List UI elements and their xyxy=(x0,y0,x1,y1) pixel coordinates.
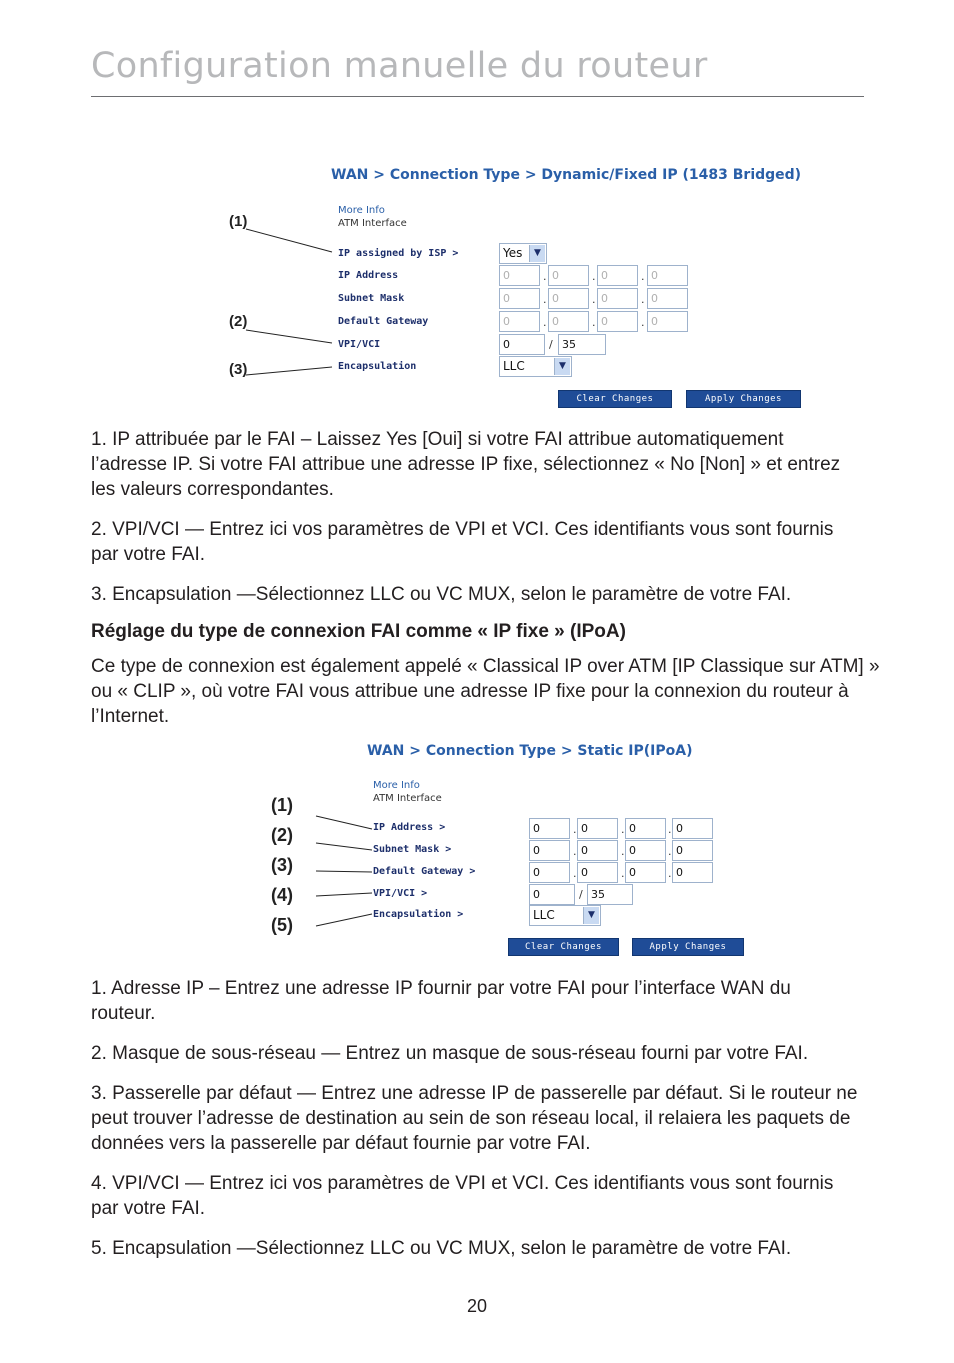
screenshot-heading: WAN > Connection Type > Static IP(IPoA) xyxy=(367,743,693,759)
paragraph-ip-address: 1. Adresse IP – Entrez une adresse IP fournir par votre FAI pour l’interface WAN du routeur. xyxy=(91,978,791,1024)
leader-line-7 xyxy=(316,893,372,896)
vci-input[interactable]: 35 xyxy=(558,334,606,355)
more-info-link[interactable]: More Info xyxy=(338,205,385,216)
ip-address-octet-4[interactable]: 0 xyxy=(647,265,688,286)
page-number: 20 xyxy=(466,1296,488,1316)
ip-assigned-select[interactable] xyxy=(499,243,547,264)
ip-address-octet-3[interactable]: 0 xyxy=(625,818,666,839)
ip-address-octet-1[interactable]: 0 xyxy=(499,265,540,286)
leader-line-4 xyxy=(316,816,372,829)
ip-assigned-value: Yes xyxy=(503,246,523,260)
gateway-octet-3[interactable]: 0 xyxy=(625,862,666,883)
gateway-octet-1[interactable]: 0 xyxy=(499,311,540,332)
encapsulation-select[interactable] xyxy=(529,905,601,926)
chevron-down-icon: ▼ xyxy=(554,358,570,375)
more-info-block xyxy=(338,204,407,230)
more-info-block xyxy=(373,779,442,805)
encapsulation-label: Encapsulation xyxy=(338,361,417,372)
ip-address-octet-1[interactable]: 0 xyxy=(529,818,570,839)
vpi-input[interactable]: 0 xyxy=(529,884,575,905)
subnet-mask-label: Subnet Mask > xyxy=(373,844,452,855)
callout-2: (2) xyxy=(229,313,248,330)
subnet-mask-octet-2[interactable]: 0 xyxy=(548,288,589,309)
subnet-mask-label: Subnet Mask xyxy=(338,293,405,304)
leader-line-1 xyxy=(246,229,332,252)
subnet-mask-octet-1[interactable]: 0 xyxy=(499,288,540,309)
callout-4: (4) xyxy=(271,885,293,905)
encapsulation-label: Encapsulation > xyxy=(373,909,464,920)
section-subheading: Réglage du type de connexion FAI comme « IP fixe » (IPoA) xyxy=(91,621,626,642)
callout-5: (5) xyxy=(271,915,293,935)
screenshot-heading: WAN > Connection Type > Dynamic/Fixed IP (1483 Bridged) xyxy=(331,167,802,183)
ip-address-label: IP Address > xyxy=(373,822,446,833)
default-gateway-label: Default Gateway > xyxy=(373,866,476,877)
callout-3: (3) xyxy=(229,361,248,378)
callout-1: (1) xyxy=(271,795,293,815)
subnet-mask-octet-1[interactable]: 0 xyxy=(529,840,570,861)
ip-address-octet-3[interactable]: 0 xyxy=(597,265,638,286)
vpi-input[interactable]: 0 xyxy=(499,334,545,355)
subnet-mask-octet-4[interactable]: 0 xyxy=(647,288,688,309)
paragraph-default-gateway: 3. Passerelle par défaut — Entrez une adresse IP de passerelle par défaut. Si le routeur ne peut trouver l’adresse de destination au sein de son réseau local, il relaiera les paquets de données vers la passerelle par défaut fournie par votre FAI. xyxy=(91,1083,858,1154)
callout-1: (1) xyxy=(229,213,248,230)
callout-3: (3) xyxy=(271,855,293,875)
gateway-octet-2[interactable]: 0 xyxy=(577,862,618,883)
atm-interface-label: ATM Interface xyxy=(373,793,442,804)
leader-line-2 xyxy=(246,330,332,343)
chevron-down-icon: ▼ xyxy=(529,245,545,262)
ip-address-label: IP Address xyxy=(338,270,399,281)
paragraph-vpi-vci-2: 4. VPI/VCI — Entrez ici vos paramètres de VPI et VCI. Ces identifiants vous sont fournis par votre FAI. xyxy=(91,1173,834,1219)
title-divider xyxy=(91,96,864,97)
atm-interface-label: ATM Interface xyxy=(338,218,407,229)
gateway-octet-4[interactable]: 0 xyxy=(647,311,688,332)
leader-line-6 xyxy=(316,871,372,872)
leader-line-3 xyxy=(246,367,332,375)
callout-2: (2) xyxy=(271,825,293,845)
encapsulation-value: LLC xyxy=(503,359,525,373)
encapsulation-value: LLC xyxy=(533,908,555,922)
leader-line-5 xyxy=(316,843,372,850)
gateway-octet-1[interactable]: 0 xyxy=(529,862,570,883)
ip-address-octet-4[interactable]: 0 xyxy=(672,818,713,839)
ip-address-octet-2[interactable]: 0 xyxy=(577,818,618,839)
more-info-link[interactable]: More Info xyxy=(373,780,420,791)
vpi-vci-label: VPI/VCI xyxy=(338,339,381,350)
paragraph-vpi-vci: 2. VPI/VCI — Entrez ici vos paramètres de VPI et VCI. Ces identifiants vous sont fournis par votre FAI. xyxy=(91,519,834,565)
vci-input[interactable]: 35 xyxy=(587,884,633,905)
ip-address-octet-2[interactable]: 0 xyxy=(548,265,589,286)
subnet-mask-octet-4[interactable]: 0 xyxy=(672,840,713,861)
apply-changes-button[interactable]: Apply Changes xyxy=(632,938,744,956)
subnet-mask-octet-3[interactable]: 0 xyxy=(597,288,638,309)
clear-changes-button[interactable]: Clear Changes xyxy=(558,390,672,408)
subnet-mask-octet-2[interactable]: 0 xyxy=(577,840,618,861)
paragraph-subnet-mask: 2. Masque de sous-réseau — Entrez un masque de sous-réseau fourni par votre FAI. xyxy=(91,1043,809,1064)
chevron-down-icon: ▼ xyxy=(583,907,599,924)
leader-line-8 xyxy=(316,914,372,926)
subnet-mask-octet-3[interactable]: 0 xyxy=(625,840,666,861)
paragraph-encapsulation-2: 5. Encapsulation —Sélectionnez LLC ou VC MUX, selon le paramètre de votre FAI. xyxy=(91,1238,792,1259)
default-gateway-label: Default Gateway xyxy=(338,316,429,327)
gateway-octet-3[interactable]: 0 xyxy=(597,311,638,332)
vpi-vci-label: VPI/VCI > xyxy=(373,888,428,899)
gateway-octet-4[interactable]: 0 xyxy=(672,862,713,883)
gateway-octet-2[interactable]: 0 xyxy=(548,311,589,332)
apply-changes-button[interactable]: Apply Changes xyxy=(686,390,801,408)
ip-assigned-label: IP assigned by ISP > xyxy=(338,248,459,259)
encapsulation-select[interactable] xyxy=(499,356,572,377)
paragraph-encapsulation: 3. Encapsulation —Sélectionnez LLC ou VC MUX, selon le paramètre de votre FAI. xyxy=(91,584,792,605)
page-title: Configuration manuelle du routeur xyxy=(91,46,708,86)
clear-changes-button[interactable]: Clear Changes xyxy=(508,938,619,956)
paragraph-ip-assigned: 1. IP attribuée par le FAI – Laissez Yes [Oui] si votre FAI attribue automatiquement l’adresse IP. Si votre FAI attribue une adresse IP fixe, sélectionnez « No [Non] » et entrez les valeurs correspondantes. xyxy=(91,429,841,500)
paragraph-intro: Ce type de connexion est également appelé « Classical IP over ATM [IP Classique sur ATM] » ou « CLIP », où votre FAI vous attribue une adresse IP fixe pour la connexion du routeur à l’Internet. xyxy=(91,656,880,727)
